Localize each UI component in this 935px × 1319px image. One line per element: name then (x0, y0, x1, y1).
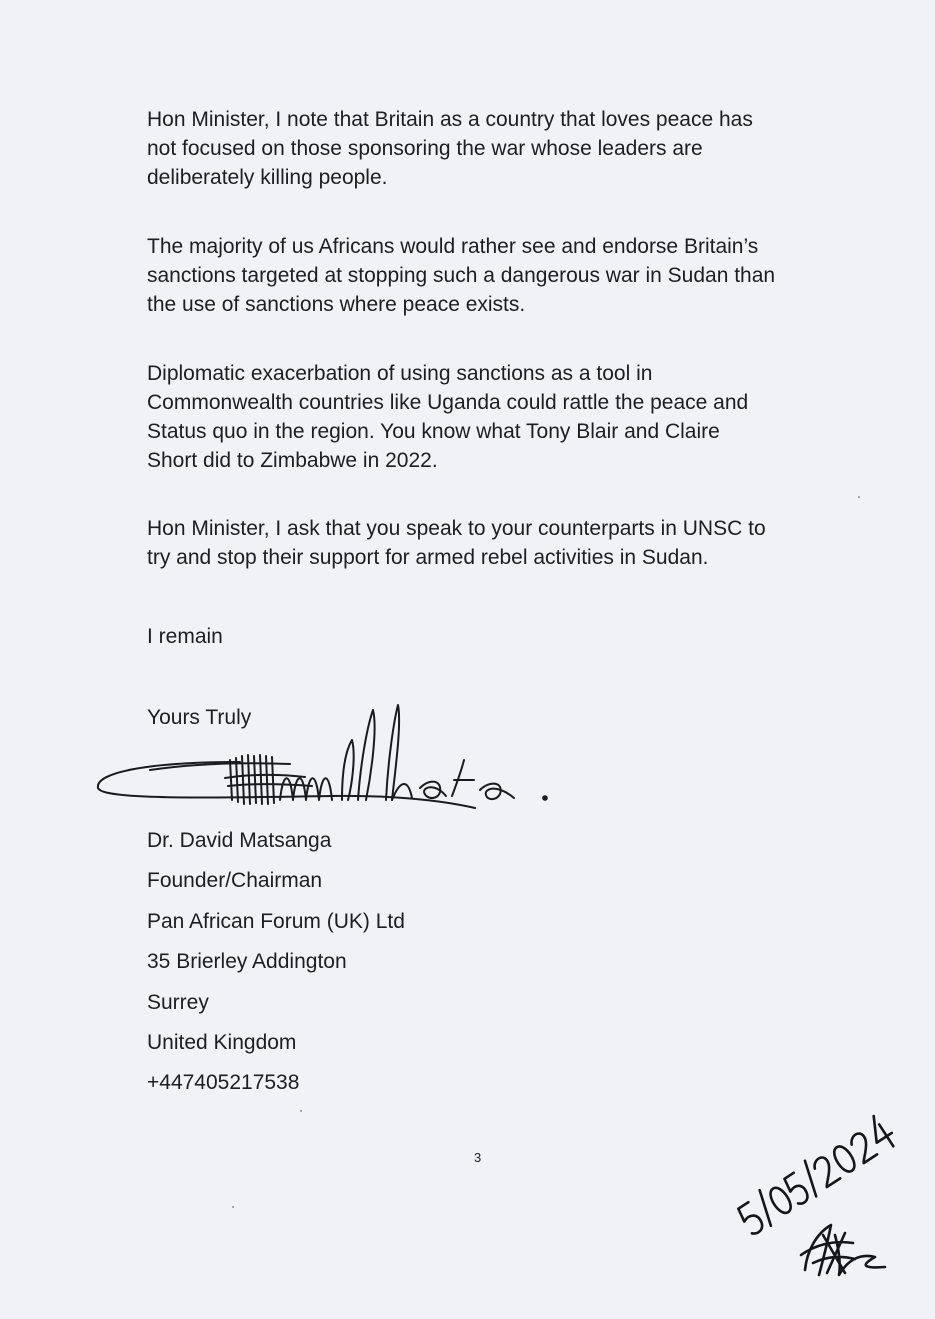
paragraph-4: Hon Minister, I ask that you speak to your counterparts in UNSC to try and stop their support for armed rebel activities in Sudan. (147, 517, 766, 569)
handwritten-signature (90, 700, 560, 820)
paragraph-3: Diplomatic exacerbation of using sanctions as a tool in Commonwealth countries like Uganda could rattle the peace and Status quo in the region. You know what Tony Blair and Claire Short did to Zimbabwe in 2022. (147, 362, 749, 472)
paper-speck (300, 1110, 302, 1112)
address-line-2: Surrey (147, 991, 209, 1014)
handwritten-date-annotation (735, 1085, 925, 1280)
closing-line: I remain (147, 625, 223, 648)
signatory-name: Dr. David Matsanga (147, 829, 332, 852)
signatory-role: Founder/Chairman (147, 869, 323, 892)
paragraph-1: Hon Minister, I note that Britain as a country that loves peace has not focused on those sponsoring the war whose leaders are deliberately killing people. (147, 108, 753, 189)
valediction: Yours Truly (147, 706, 252, 729)
paper-speck (232, 1206, 234, 1208)
organisation-name: Pan African Forum (UK) Ltd (147, 910, 405, 933)
address-line-3: United Kingdom (147, 1031, 297, 1054)
page-number: 3 (474, 1150, 482, 1165)
paper-speck (858, 496, 860, 498)
phone-number: +447405217538 (147, 1071, 300, 1094)
address-line-1: 35 Brierley Addington (147, 950, 347, 973)
paragraph-2: The majority of us Africans would rather see and endorse Britain’s sanctions targeted at stopping such a dangerous war in Sudan than the use of sanctions where peace exists. (147, 235, 776, 316)
